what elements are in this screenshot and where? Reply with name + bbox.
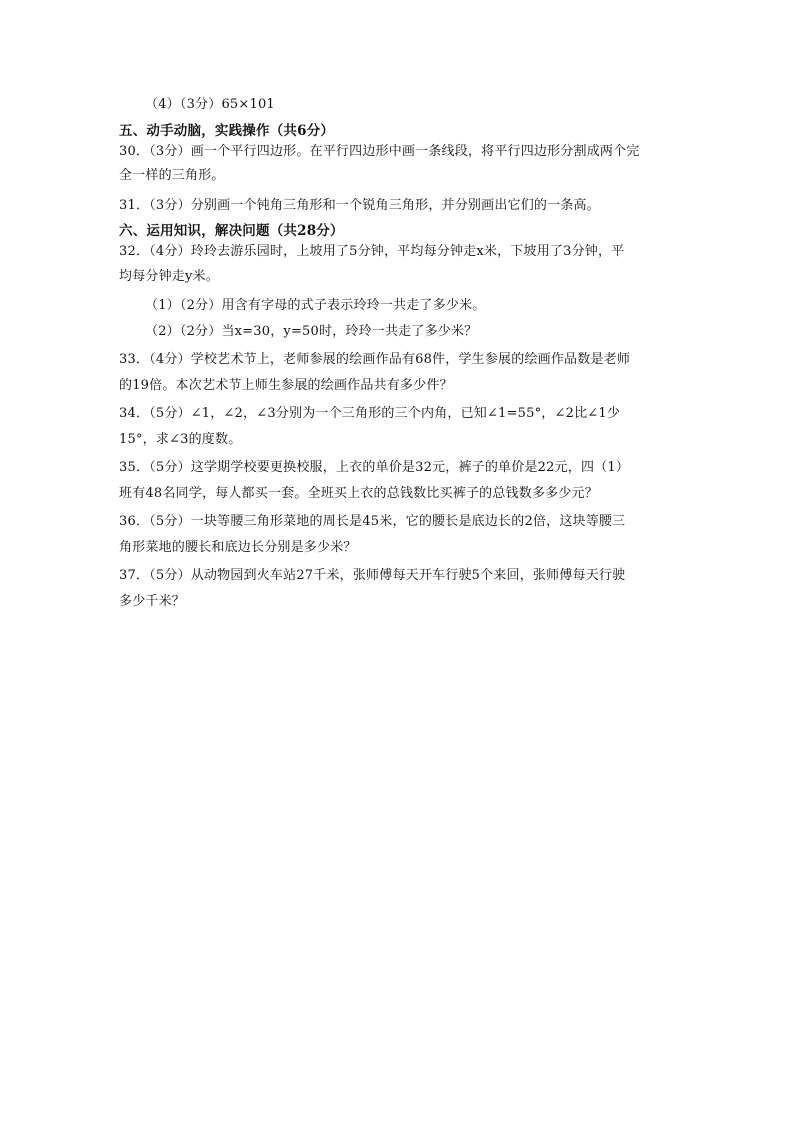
question-32-sub-2: （2）（2分）当x=30，y=50时，玲玲一共走了多少米？ xyxy=(145,324,478,339)
question-30-line-2: 全一样的三角形。 xyxy=(119,168,225,183)
question-33-line-2: 的19倍。本次艺术节上师生参展的绘画作品共有多少件？ xyxy=(119,378,453,393)
question-31-line-1: 31．（3分）分别画一个钝角三角形和一个锐角三角形，并分别画出它们的一条高。 xyxy=(119,198,600,213)
question-34-line-2: 15°，求∠3的度数。 xyxy=(119,432,242,447)
question-36-line-1: 36．（5分）一块等腰三角形菜地的周长是45米，它的腰长是底边长的2倍，这块等腰三 xyxy=(119,514,626,529)
question-32-line-2: 均每分钟走y米。 xyxy=(119,269,219,284)
question-33-line-1: 33．（4分）学校艺术节上，老师参展的绘画作品有68件，学生参展的绘画作品数是老师 xyxy=(119,352,631,367)
question-37-line-1: 37．（5分）从动物园到火车站27千米，张师傅每天开车行驶5个来回，张师傅每天行驶 xyxy=(119,568,626,583)
section-6-heading: 六、运用知识，解决问题（共28分） xyxy=(119,223,344,239)
question-37-line-2: 多少千米？ xyxy=(119,594,186,609)
question-32-line-1: 32．（4分）玲玲去游乐园时，上坡用了5分钟，平均每分钟走x米，下坡用了3分钟，平 xyxy=(119,244,625,259)
question-34-line-1: 34．（5分）∠1，∠2，∠3分别为一个三角形的三个内角，已知∠1=55°，∠2比∠1少 xyxy=(119,406,621,421)
question-35-line-2: 班有48名同学，每人都买一套。全班买上衣的总钱数比买裤子的总钱数多多少元？ xyxy=(119,486,598,501)
question-36-line-2: 角形菜地的腰长和底边长分别是多少米？ xyxy=(119,540,357,555)
section-5-heading: 五、动手动脑，实践操作（共6分） xyxy=(119,123,335,139)
question-32-sub-1: （1）（2分）用含有字母的式子表示玲玲一共走了多少米。 xyxy=(145,298,486,313)
question-29-sub-4: （4）（3分）65×101 xyxy=(145,97,275,112)
question-35-line-1: 35．（5分）这学期学校要更换校服，上衣的单价是32元，裤子的单价是22元，四（1） xyxy=(119,460,630,475)
question-30-line-1: 30．（3分）画一个平行四边形。在平行四边形中画一条线段，将平行四边形分割成两个完 xyxy=(119,144,640,159)
